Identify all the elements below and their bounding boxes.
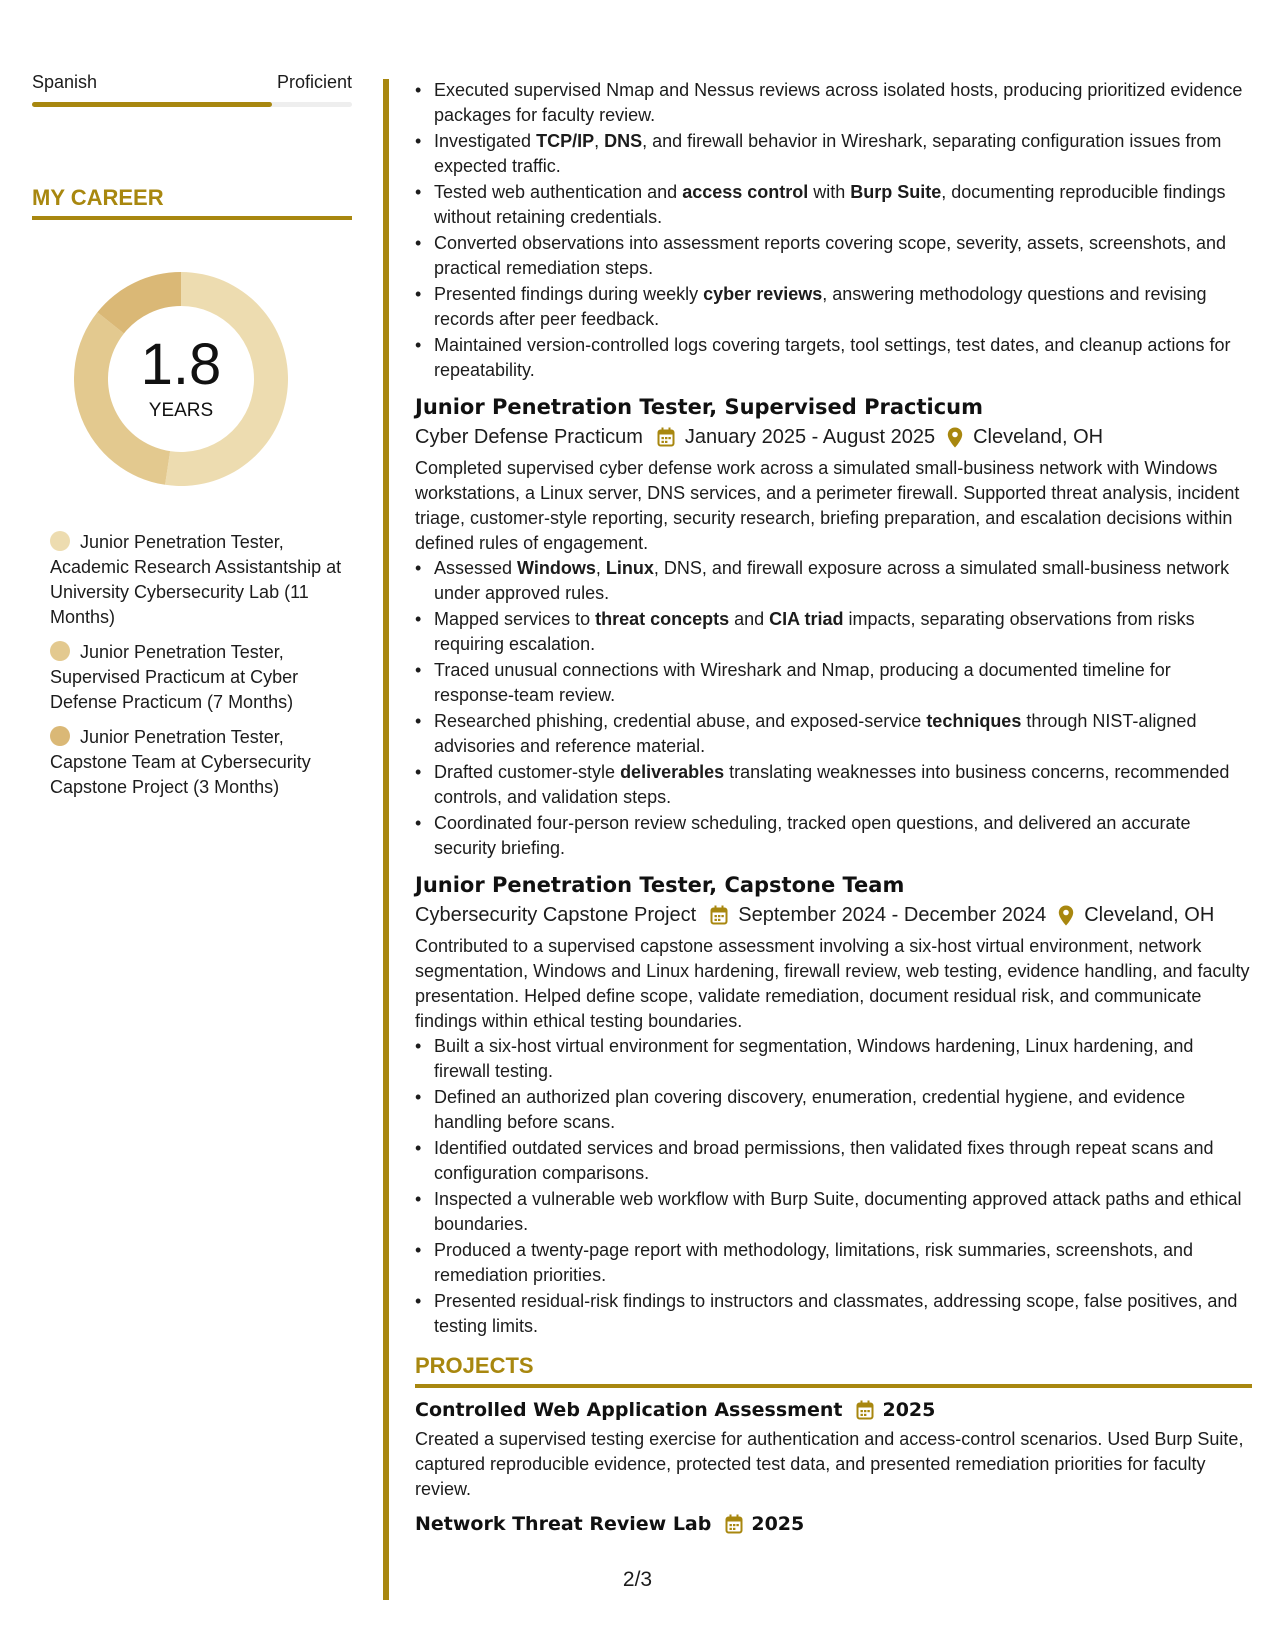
- career-donut-chart: [66, 264, 296, 494]
- legend-item: [50, 725, 352, 800]
- bullet-text: Traced unusual connections with Wireshark and Nmap, producing a documented timeline for response-team review.: [434, 660, 1171, 705]
- job-entry: [415, 871, 1252, 1339]
- project-description: Created a supervised testing exercise for authentication and access-control scenarios. Used Burp Suite, captured reproducible evidence, protected test data, and presented remediation priorities for faculty review.: [415, 1429, 1244, 1499]
- bullet-item: [434, 1136, 1252, 1186]
- map-pin-icon: [1058, 905, 1074, 926]
- bullet-keyword: access control: [682, 182, 809, 202]
- job-title: Junior Penetration Tester, Supervised Practicum: [415, 395, 984, 419]
- career-total-unit: YEARS: [148, 400, 214, 421]
- bullet-text: Produced a twenty-page report with methodology, limitations, risk summaries, screenshots, and remediation priorities.: [434, 1240, 1194, 1285]
- project-year: 2025: [882, 1399, 936, 1421]
- column-divider: [383, 79, 389, 1600]
- job-description: Completed supervised cyber defense work across a simulated small-business network with Windows workstations, a Linux server, DNS services, and a perimeter firewall. Supported threat analysis, incident triage, customer-style reporting, security research, briefing preparation, and escalation decisions within defined rules of engagement.: [415, 458, 1240, 553]
- bullet-keyword: threat concepts: [595, 609, 730, 629]
- bullet-text: Researched phishing, credential abuse, and exposed-service: [434, 711, 927, 731]
- bullet-text: Presented findings during weekly: [434, 284, 704, 304]
- bullet-keyword: CIA triad: [769, 609, 844, 629]
- calendar-icon: [725, 1514, 743, 1534]
- job-organization: Cybersecurity Capstone Project: [415, 904, 697, 926]
- calendar-icon: [657, 427, 675, 447]
- language-proficiency-fill: [32, 102, 272, 107]
- bullet-text: ,: [594, 131, 605, 151]
- job-description: Contributed to a supervised capstone assessment involving a six-host virtual environment, network segmentation, Windows and Linux hardening, firewall review, web testing, evidence handling, and faculty presentation. Helped define scope, validate remediation, document residual risk, and communicate findings within ethical testing boundaries.: [415, 936, 1250, 1031]
- legend-dot: [50, 726, 70, 746]
- bullet-item: [434, 333, 1252, 383]
- bullet-item: [434, 1289, 1252, 1339]
- bullet-text: through NIST-aligned advisories and reference material.: [434, 711, 1197, 756]
- legend-item: [50, 640, 352, 715]
- bullet-keyword: Burp Suite: [850, 182, 942, 202]
- bullet-item: [434, 1238, 1252, 1288]
- bullet-keyword: deliverables: [620, 762, 725, 782]
- bullet-text: impacts, separating observations from risks requiring escalation.: [434, 609, 1195, 654]
- bullet-item: [434, 709, 1252, 759]
- language-name: Spanish: [32, 72, 98, 92]
- calendar-icon: [856, 1400, 874, 1420]
- project-year: 2025: [751, 1513, 805, 1535]
- job-meta: [415, 423, 1252, 451]
- project-title: Controlled Web Application Assessment: [415, 1399, 843, 1421]
- project-title-row: [415, 1510, 1252, 1538]
- bullet-item: [434, 658, 1252, 708]
- bullet-item: [434, 231, 1252, 281]
- map-pin-icon: [947, 427, 963, 448]
- bullet-text: Investigated: [434, 131, 537, 151]
- projects-heading: PROJECTS: [415, 1353, 1252, 1388]
- job-meta: [415, 901, 1252, 929]
- left-column: [32, 70, 352, 810]
- bullet-item: [434, 180, 1252, 230]
- bullet-text: , DNS, and firewall exposure across a simulated small-business network under approved rules.: [434, 558, 1230, 603]
- bullet-text: Assessed: [434, 558, 518, 578]
- bullet-keyword: TCP/IP: [536, 131, 595, 151]
- legend-dot: [50, 531, 70, 551]
- job-location: Cleveland, OH: [973, 426, 1104, 448]
- bullet-keyword: cyber reviews: [703, 284, 823, 304]
- bullet-text: Presented residual-risk findings to instructors and classmates, addressing scope, false positives, and testing limits.: [434, 1291, 1238, 1336]
- job-bullets: [415, 556, 1252, 861]
- bullet-item: [434, 1085, 1252, 1135]
- projects-list: [415, 1396, 1252, 1538]
- bullet-text: Maintained version-controlled logs covering targets, tool settings, test dates, and cleanup actions for repeatability.: [434, 335, 1231, 380]
- donut-center: [66, 264, 296, 422]
- job-dates: September 2024 - December 2024: [738, 904, 1047, 926]
- language-row: [32, 70, 352, 94]
- right-column: [415, 78, 1252, 1538]
- career-heading: MY CAREER: [32, 185, 352, 220]
- bullet-item: [434, 760, 1252, 810]
- experience-list: [415, 393, 1252, 1339]
- project-title-row: [415, 1396, 1252, 1424]
- project-entry: [415, 1396, 1252, 1502]
- page-number: 2/3: [622, 1568, 653, 1591]
- previous-job-bullets: [415, 78, 1252, 383]
- language-proficiency-bar: [32, 102, 352, 107]
- job-entry: [415, 393, 1252, 861]
- project-title: Network Threat Review Lab: [415, 1513, 712, 1535]
- bullet-text: Built a six-host virtual environment for segmentation, Windows hardening, Linux hardening, and firewall testing.: [434, 1036, 1194, 1081]
- legend-label: Junior Penetration Tester, Capstone Team at Cybersecurity Capstone Project (3 Months): [50, 727, 311, 797]
- bullet-text: Executed supervised Nmap and Nessus reviews across isolated hosts, producing prioritized evidence packages for faculty review.: [434, 80, 1243, 125]
- bullet-item: [434, 129, 1252, 179]
- bullet-keyword: Linux: [605, 558, 654, 578]
- bullet-text: ,: [595, 558, 606, 578]
- bullet-text: with: [808, 182, 851, 202]
- bullet-keyword: techniques: [926, 711, 1022, 731]
- career-total-number: 1.8: [140, 332, 222, 397]
- job-dates: January 2025 - August 2025: [684, 426, 936, 448]
- legend-item: [50, 530, 352, 630]
- legend-dot: [50, 641, 70, 661]
- bullet-item: [434, 1034, 1252, 1084]
- bullet-item: [434, 811, 1252, 861]
- bullet-text: Coordinated four-person review scheduling, tracked open questions, and delivered an accurate security briefing.: [434, 813, 1191, 858]
- bullet-text: Drafted customer-style: [434, 762, 621, 782]
- bullet-text: Defined an authorized plan covering discovery, enumeration, credential hygiene, and evidence handling before scans.: [434, 1087, 1186, 1132]
- bullet-text: Tested web authentication and: [434, 182, 683, 202]
- bullet-text: , and firewall behavior in Wireshark, separating configuration issues from expected traffic.: [434, 131, 1222, 176]
- job-organization: Cyber Defense Practicum: [415, 426, 643, 448]
- bullet-text: and: [729, 609, 770, 629]
- bullet-text: translating weaknesses into business concerns, recommended controls, and validation steps.: [434, 762, 1230, 807]
- bullet-item: [434, 78, 1252, 128]
- bullet-item: [434, 607, 1252, 657]
- job-bullets: [415, 1034, 1252, 1339]
- bullet-text: , answering methodology questions and revising records after peer feedback.: [434, 284, 1207, 329]
- bullet-text: , documenting reproducible findings without retaining credentials.: [434, 182, 1226, 227]
- project-entry: [415, 1510, 1252, 1538]
- bullet-item: [434, 1187, 1252, 1237]
- bullet-item: [434, 282, 1252, 332]
- job-title: Junior Penetration Tester, Capstone Team: [415, 873, 905, 897]
- bullet-text: Identified outdated services and broad permissions, then validated fixes through repeat scans and configuration comparisons.: [434, 1138, 1214, 1183]
- bullet-text: Inspected a vulnerable web workflow with Burp Suite, documenting approved attack paths and ethical boundaries.: [434, 1189, 1242, 1234]
- calendar-icon: [710, 905, 728, 925]
- bullet-keyword: Windows: [517, 558, 596, 578]
- bullet-text: Mapped services to: [434, 609, 596, 629]
- legend-label: Junior Penetration Tester, Academic Research Assistantship at University Cybersecurity Lab (11 Months): [50, 532, 342, 627]
- job-location: Cleveland, OH: [1084, 904, 1215, 926]
- bullet-item: [434, 556, 1252, 606]
- bullet-text: Converted observations into assessment reports covering scope, severity, assets, screenshots, and practical remediation steps.: [434, 233, 1227, 278]
- career-legend: [32, 530, 352, 800]
- language-level: Proficient: [276, 72, 352, 92]
- legend-label: Junior Penetration Tester, Supervised Practicum at Cyber Defense Practicum (7 Months): [50, 642, 299, 712]
- bullet-keyword: DNS: [604, 131, 643, 151]
